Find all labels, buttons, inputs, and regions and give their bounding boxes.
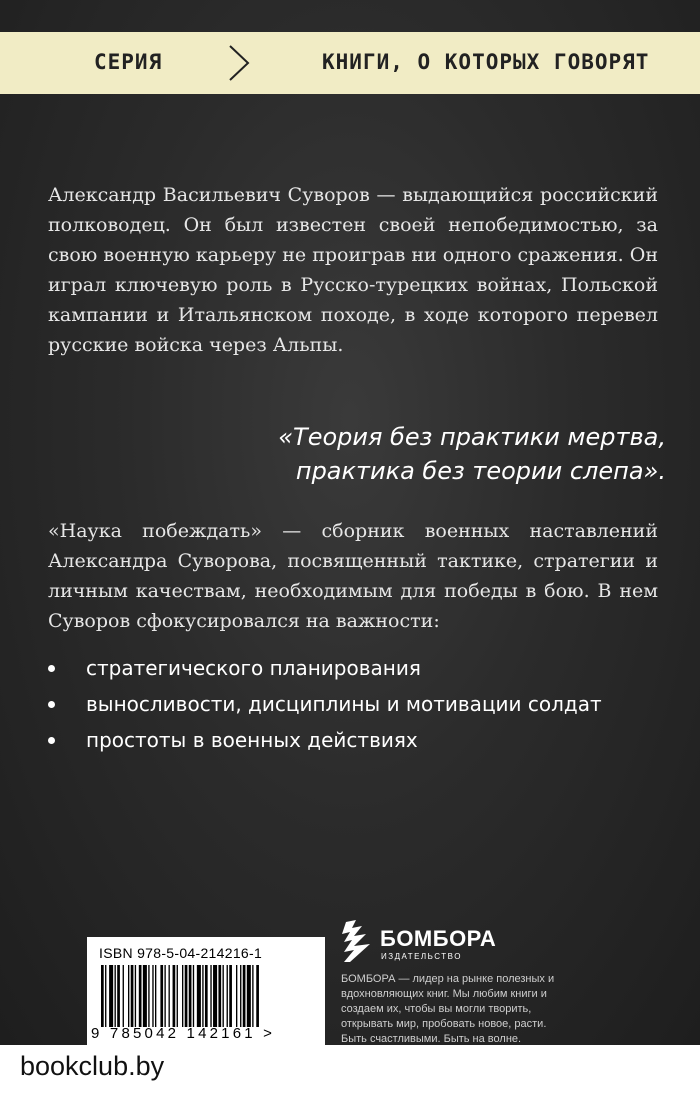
series-label: СЕРИЯ	[94, 50, 163, 74]
publisher-about: БОМБОРА — лидер на рынке полезных и вдохновляющих книг. Мы любим книги и создаем их, чтобы вы могли творить, открывать мир, пробовать новое, расти. Быть счастливыми. Быть на волне.	[341, 973, 555, 1045]
site-name: bookclub.by	[20, 1051, 165, 1081]
publisher-logo	[340, 918, 497, 968]
list-item: стратегического планирования	[48, 650, 678, 686]
isbn-barcode-box	[87, 937, 325, 1047]
bombora-wave-icon	[340, 918, 374, 966]
list-item: выносливости, дисциплины и мотивации солдат	[48, 686, 678, 722]
publisher-name: БОМБОРА	[380, 926, 497, 951]
publisher-subtitle: ИЗДАТЕЛЬСТВО	[381, 952, 462, 961]
quote-line-2: практика без теории слепа».	[295, 457, 666, 485]
book-description-2: «Наука побеждать» — сборник военных наставлений Александра Суворова, посвященный тактике, стратегии и личным качествам, необходимым для победы в бою. В нем Суворов сфокусировался на важности:	[48, 520, 658, 632]
footer	[0, 1045, 700, 1095]
series-banner	[0, 32, 700, 94]
series-title: КНИГИ, О КОТОРЫХ ГОВОРЯТ	[322, 50, 650, 74]
book-quote	[146, 420, 666, 488]
key-points-list	[48, 650, 678, 758]
isbn-label: ISBN 978-5-04-214216-1	[99, 945, 263, 961]
chevron-right-icon	[218, 42, 258, 84]
barcode	[97, 965, 315, 1027]
list-item: простоты в военных действиях	[48, 722, 678, 758]
quote-line-1: «Теория без практики мертва,	[278, 423, 666, 451]
barcode-digits: 9 785042 142161 >	[91, 1025, 276, 1042]
book-description: Александр Васильевич Суворов — выдающийся российский полководец. Он был известен своей непобедимостью, за свою военную карьеру не проиграв ни одного сражения. Он играл ключевую роль в Русско-турецких войнах, Польской кампании и Итальянском походе, в ходе которого перевел русские войска через Альпы.	[48, 184, 658, 356]
